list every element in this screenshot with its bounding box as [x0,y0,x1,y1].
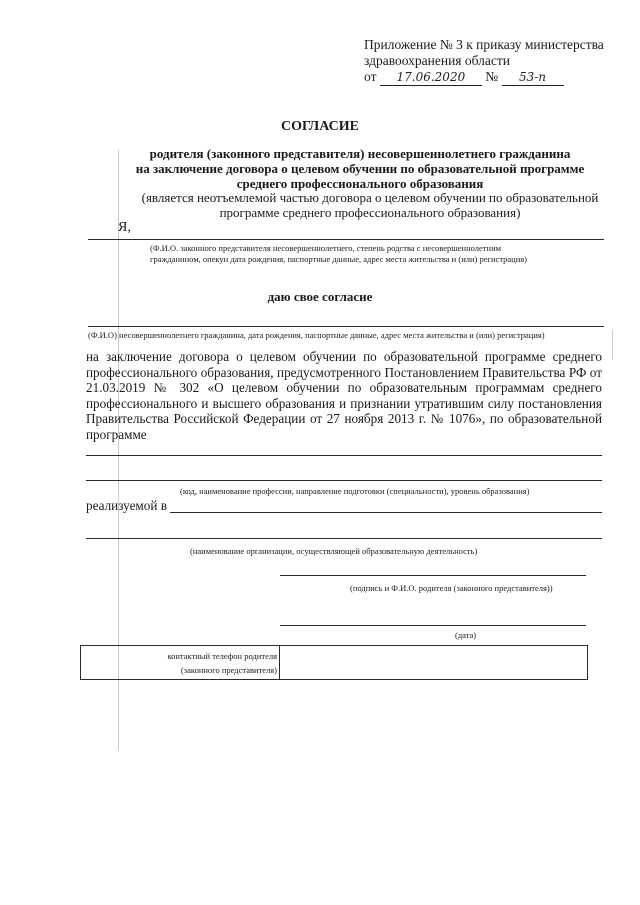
caption-program: (код, наименование профессии, направление подготовки (специальности), уровень образования) [180,486,530,496]
phone-label-line2: (законного представителя) [180,665,277,675]
date-line[interactable] [280,625,586,626]
appendix-line2: здравоохранения области [364,53,511,68]
document-title: СОГЛАСИЕ [281,119,359,134]
parent-name-line[interactable] [88,239,604,240]
pronoun-label: Я, [118,220,131,235]
document-subtitle [110,146,610,191]
body-paragraph: на заключение договора о целевом обучении по образовательной программе среднего профессионального образования, предусмотренного Постановлением Правительства РФ от 21.03.2019 № 302 «О целевом обучении по образовательным программам среднего профессионального и высшего образования и признании утратившим силу постановления Правительства Российской Федерации от 27 ноября 2013 г. № 1076», по образовательной программе [86,349,602,442]
appendix-date-field [380,69,482,86]
org-line-2[interactable] [86,538,602,539]
document-note [130,190,610,220]
program-line-1[interactable] [86,455,602,456]
phone-divider [279,646,280,679]
subtitle-line3: среднего профессионального образования [236,176,484,191]
phone-label [81,649,277,677]
phone-label-line1: контактный телефон родителя [167,651,277,661]
give-consent: даю свое согласие [267,289,373,304]
phone-table [80,645,588,680]
appendix-header [364,37,624,86]
appendix-number-field [502,69,564,86]
subtitle-line2: на заключение договора о целевом обучении по образовательной программе [135,161,585,176]
caption-org: (наименование организации, осуществляющей образовательную деятельность) [190,546,478,556]
caption-date: (дата) [455,630,477,640]
minor-name-line[interactable] [88,326,604,327]
note-line2: программе среднего профессионального образования) [219,205,521,220]
signature-line[interactable] [280,575,586,576]
phone-value-cell[interactable] [281,646,585,679]
caption-minor: (Ф.И.О) несовершеннолетнего гражданина, дата рождения, паспортные данные, адрес места жительства и (или) регистрация) [88,330,545,340]
appendix-number-prefix: № [485,69,499,84]
caption-signature: (подпись и Ф.И.О. родителя (законного представителя)) [350,583,553,593]
caption-parent-line2: гражданином, опекун дата рождения, паспортные данные, адрес места жительства и (или) регистрация) [150,254,527,264]
subtitle-line1: родителя (законного представителя) несовершеннолетнего гражданина [149,146,571,161]
appendix-from-prefix: от [364,69,377,84]
implemented-in-label: реализуемой в [86,498,167,513]
program-line-2[interactable] [86,480,602,481]
note-line1: (является неотъемлемой частью договора о целевом обучении по образовательной [141,190,599,205]
appendix-number-value: 53-п [518,70,547,84]
caption-parent-line1: (Ф.И.О. законного представителя несовершеннолетнего, степень родства с несовершеннолетним [150,243,501,253]
caption-parent [150,243,600,265]
appendix-date-row [364,69,624,86]
appendix-line1: Приложение № 3 к приказу министерства [364,37,604,52]
org-line-1[interactable] [170,512,602,513]
appendix-date-value: 17.06.2020 [396,70,466,84]
